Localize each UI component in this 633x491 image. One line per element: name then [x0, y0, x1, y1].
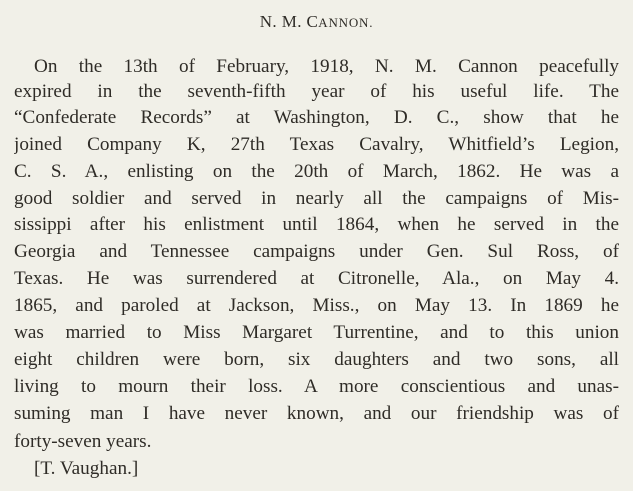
paragraph-line: eight children were born, six daughters and two sons, all [14, 349, 619, 370]
paragraph-line: C. S. A., enlisting on the 20th of March, 1862. He was a [14, 161, 619, 182]
page-title [0, 11, 633, 34]
title-first-part: N. M. C [259, 12, 319, 31]
paragraph-line: living to mourn their loss. A more conscientious and unas- [14, 376, 619, 397]
title-small-caps: ANNON. [318, 15, 374, 30]
paragraph-line: Texas. He was surrendered at Citronelle, Ala., on May 4. [14, 268, 619, 289]
paragraph-line: On the 13th of February, 1918, N. M. Cannon peacefully [34, 56, 619, 77]
paragraph-line: suming man I have never known, and our friendship was of [14, 403, 619, 424]
paragraph-line: 1865, and paroled at Jackson, Miss., on May 13. In 1869 he [14, 295, 619, 316]
paragraph-line: sissippi after his enlistment until 1864, when he served in the [14, 214, 619, 235]
paragraph-line: Georgia and Tennessee campaigns under Gen. Sul Ross, of [14, 241, 619, 262]
paragraph-line: “Confederate Records” at Washington, D. C., show that he [14, 107, 619, 128]
paragraph-line: was married to Miss Margaret Turrentine, and to this union [14, 322, 619, 343]
paragraph-line: good soldier and served in nearly all the campaigns of Mis- [14, 188, 619, 209]
paragraph-line: forty-seven years. [14, 431, 152, 452]
paragraph-line: expired in the seventh-fifth year of his useful life. The [14, 81, 619, 102]
signature: [T. Vaughan.] [34, 458, 139, 479]
paragraph-line: joined Company K, 27th Texas Cavalry, Whitfield’s Legion, [14, 134, 619, 155]
